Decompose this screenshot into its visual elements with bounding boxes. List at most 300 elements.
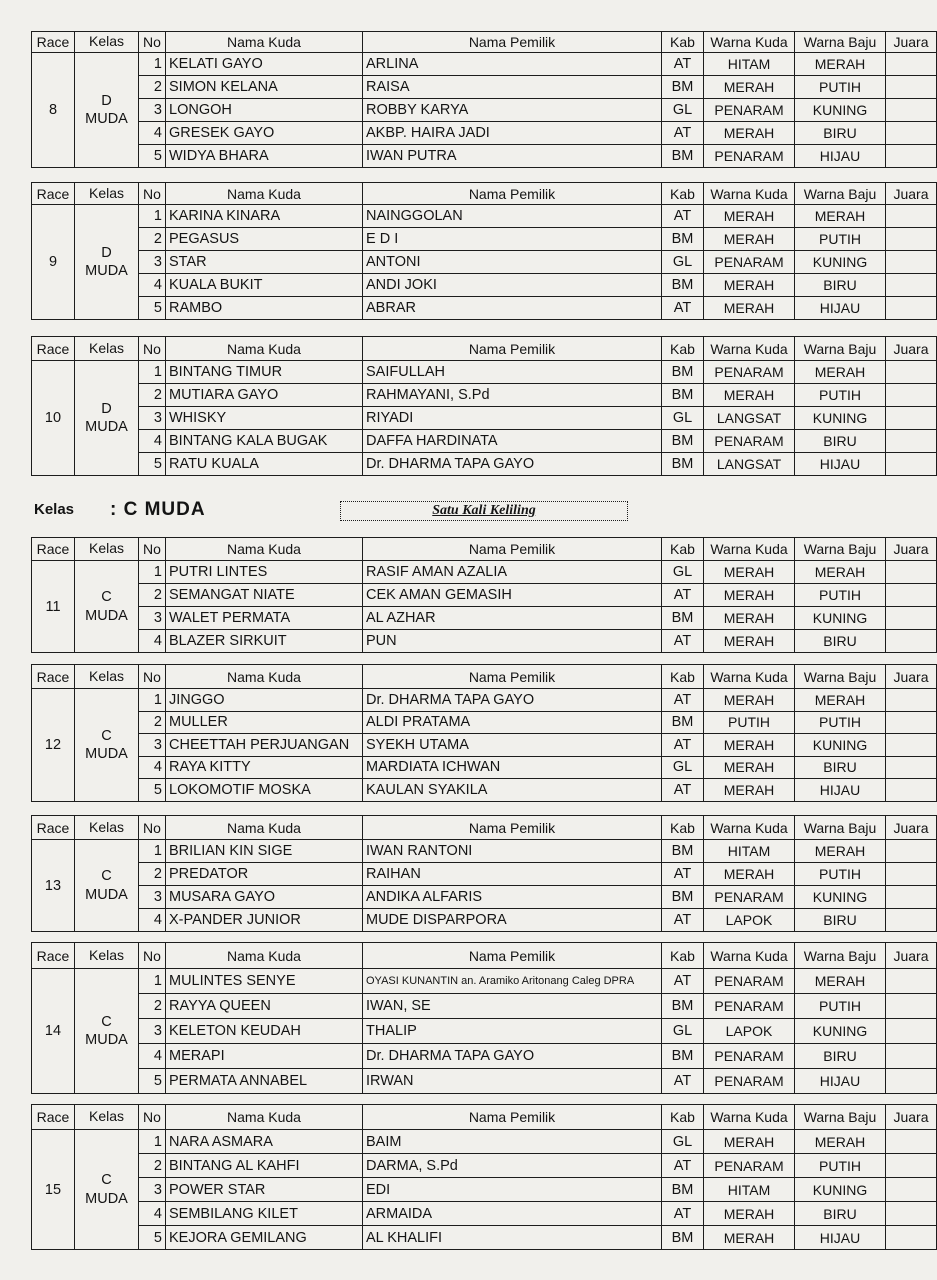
jersey-color: PUTIH: [795, 1154, 886, 1178]
table-row: [32, 1044, 937, 1069]
horse-color: PENARAM: [704, 430, 795, 453]
regency-code: BM: [662, 384, 704, 407]
regency-code: BM: [662, 840, 704, 863]
jersey-color: MERAH: [795, 840, 886, 863]
header-kelas: Kelas: [75, 32, 139, 53]
header-kab: Kab: [662, 538, 704, 561]
owner-name: RAHMAYANI, S.Pd: [363, 384, 662, 407]
result-cell: [886, 122, 937, 145]
table-row: [32, 734, 937, 757]
jersey-color: KUNING: [795, 1178, 886, 1202]
race-class-grade: C: [101, 1013, 112, 1030]
horse-color: LAPOK: [704, 1019, 795, 1044]
owner-name: KAULAN SYAKILA: [363, 779, 662, 802]
horse-color: MERAH: [704, 863, 795, 886]
horse-color: MERAH: [704, 205, 795, 228]
horse-name: KUALA BUKIT: [166, 274, 363, 297]
result-cell: [886, 779, 937, 802]
regency-code: GL: [662, 251, 704, 274]
race-class: [75, 689, 139, 802]
horse-name: RAMBO: [166, 297, 363, 320]
owner-name: MARDIATA ICHWAN: [363, 756, 662, 779]
owner-name: ANTONI: [363, 251, 662, 274]
race-table: [31, 537, 937, 653]
horse-name: PUTRI LINTES: [166, 561, 363, 584]
section-note: Satu Kali Keliling: [432, 503, 536, 518]
race-class-division: MUDA: [85, 111, 128, 127]
header-warna-kuda: Warna Kuda: [704, 538, 795, 561]
header-warna-baju: Warna Baju: [795, 337, 886, 361]
owner-name: ABRAR: [363, 297, 662, 320]
header-kelas: Kelas: [75, 665, 139, 689]
race-class: [75, 1130, 139, 1250]
entry-number: 5: [139, 145, 166, 168]
table-row: [32, 1226, 937, 1250]
horse-name: MUTIARA GAYO: [166, 384, 363, 407]
horse-name: NARA ASMARA: [166, 1130, 363, 1154]
table-row: [32, 407, 937, 430]
table-row: [32, 1178, 937, 1202]
result-cell: [886, 1202, 937, 1226]
entry-number: 1: [139, 361, 166, 384]
horse-name: BINTANG KALA BUGAK: [166, 430, 363, 453]
owner-name: DARMA, S.Pd: [363, 1154, 662, 1178]
header-nama-kuda: Nama Kuda: [166, 943, 363, 969]
horse-name: RATU KUALA: [166, 453, 363, 476]
result-cell: [886, 1069, 937, 1094]
race-table: [31, 182, 937, 320]
header-juara: Juara: [886, 1105, 937, 1130]
header-kab: Kab: [662, 183, 704, 205]
table-row: [32, 76, 937, 99]
table-row: [32, 1069, 937, 1094]
entry-number: 4: [139, 756, 166, 779]
race-class-grade: D: [101, 244, 112, 261]
horse-color: MERAH: [704, 274, 795, 297]
horse-color: MERAH: [704, 607, 795, 630]
header-nama-kuda: Nama Kuda: [166, 816, 363, 840]
header-warna-baju: Warna Baju: [795, 183, 886, 205]
table-row: [32, 994, 937, 1019]
entry-number: 2: [139, 863, 166, 886]
table-header-row: [32, 32, 937, 53]
regency-code: BM: [662, 1226, 704, 1250]
jersey-color: HIJAU: [795, 779, 886, 802]
race-class: [75, 53, 139, 168]
table-row: [32, 909, 937, 932]
header-race: Race: [32, 337, 75, 361]
header-no: No: [139, 337, 166, 361]
table-row: [32, 430, 937, 453]
owner-name: ROBBY KARYA: [363, 99, 662, 122]
horse-name: SIMON KELANA: [166, 76, 363, 99]
regency-code: AT: [662, 779, 704, 802]
race-table: [31, 942, 937, 1094]
regency-code: AT: [662, 1202, 704, 1226]
table-row: [32, 561, 937, 584]
header-warna-baju: Warna Baju: [795, 816, 886, 840]
regency-code: BM: [662, 76, 704, 99]
regency-code: AT: [662, 584, 704, 607]
horse-color: HITAM: [704, 53, 795, 76]
race-number: 9: [32, 205, 75, 320]
race-table: [31, 336, 937, 476]
jersey-color: PUTIH: [795, 584, 886, 607]
regency-code: AT: [662, 909, 704, 932]
table-row: [32, 840, 937, 863]
horse-name: WIDYA BHARA: [166, 145, 363, 168]
result-cell: [886, 407, 937, 430]
table-row: [32, 53, 937, 76]
entry-number: 3: [139, 251, 166, 274]
result-cell: [886, 584, 937, 607]
jersey-color: PUTIH: [795, 994, 886, 1019]
race-class-division: MUDA: [85, 419, 128, 435]
race-number: 8: [32, 53, 75, 168]
regency-code: AT: [662, 863, 704, 886]
header-warna-baju: Warna Baju: [795, 943, 886, 969]
header-nama-pemilik: Nama Pemilik: [363, 816, 662, 840]
entry-number: 4: [139, 909, 166, 932]
horse-color: MERAH: [704, 1202, 795, 1226]
result-cell: [886, 453, 937, 476]
race-class-grade: D: [101, 92, 112, 109]
race-class-grade: D: [101, 400, 112, 417]
race-class-grade: C: [101, 868, 112, 885]
owner-name: SYEKH UTAMA: [363, 734, 662, 757]
owner-name: OYASI KUNANTIN an. Aramiko Aritonang Caleg DPRA: [363, 969, 662, 994]
entry-number: 5: [139, 779, 166, 802]
jersey-color: MERAH: [795, 969, 886, 994]
header-nama-kuda: Nama Kuda: [166, 32, 363, 53]
race-table: [31, 31, 937, 168]
horse-name: KARINA KINARA: [166, 205, 363, 228]
horse-name: PREDATOR: [166, 863, 363, 886]
header-juara: Juara: [886, 538, 937, 561]
result-cell: [886, 384, 937, 407]
jersey-color: BIRU: [795, 909, 886, 932]
header-nama-kuda: Nama Kuda: [166, 538, 363, 561]
entry-number: 5: [139, 1226, 166, 1250]
header-no: No: [139, 183, 166, 205]
result-cell: [886, 297, 937, 320]
horse-color: PENARAM: [704, 1044, 795, 1069]
header-juara: Juara: [886, 816, 937, 840]
table-row: [32, 756, 937, 779]
horse-color: MERAH: [704, 756, 795, 779]
header-warna-kuda: Warna Kuda: [704, 665, 795, 689]
header-kelas: Kelas: [75, 337, 139, 361]
header-juara: Juara: [886, 943, 937, 969]
race-number: 10: [32, 361, 75, 476]
horse-color: PENARAM: [704, 1154, 795, 1178]
result-cell: [886, 251, 937, 274]
header-no: No: [139, 816, 166, 840]
class-section-header: [34, 497, 634, 525]
regency-code: AT: [662, 122, 704, 145]
result-cell: [886, 1178, 937, 1202]
owner-name: IWAN PUTRA: [363, 145, 662, 168]
result-cell: [886, 561, 937, 584]
owner-name: ARMAIDA: [363, 1202, 662, 1226]
owner-name: RASIF AMAN AZALIA: [363, 561, 662, 584]
header-kelas: Kelas: [75, 183, 139, 205]
horse-name: POWER STAR: [166, 1178, 363, 1202]
entry-number: 3: [139, 407, 166, 430]
regency-code: BM: [662, 1044, 704, 1069]
header-warna-kuda: Warna Kuda: [704, 183, 795, 205]
result-cell: [886, 145, 937, 168]
result-cell: [886, 76, 937, 99]
horse-name: MERAPI: [166, 1044, 363, 1069]
horse-color: MERAH: [704, 561, 795, 584]
horse-name: X-PANDER JUNIOR: [166, 909, 363, 932]
header-warna-baju: Warna Baju: [795, 665, 886, 689]
jersey-color: HIJAU: [795, 1226, 886, 1250]
table-row: [32, 251, 937, 274]
race-class: [75, 361, 139, 476]
table-row: [32, 274, 937, 297]
jersey-color: KUNING: [795, 251, 886, 274]
header-nama-pemilik: Nama Pemilik: [363, 943, 662, 969]
jersey-color: PUTIH: [795, 228, 886, 251]
jersey-color: HIJAU: [795, 453, 886, 476]
entry-number: 3: [139, 886, 166, 909]
owner-name: PUN: [363, 630, 662, 653]
regency-code: BM: [662, 228, 704, 251]
result-cell: [886, 994, 937, 1019]
horse-name: SEMANGAT NIATE: [166, 584, 363, 607]
regency-code: AT: [662, 53, 704, 76]
entry-number: 1: [139, 969, 166, 994]
race-class: [75, 561, 139, 653]
regency-code: BM: [662, 1178, 704, 1202]
table-row: [32, 1130, 937, 1154]
jersey-color: PUTIH: [795, 76, 886, 99]
owner-name: AL AZHAR: [363, 607, 662, 630]
horse-name: KELATI GAYO: [166, 53, 363, 76]
entry-number: 1: [139, 205, 166, 228]
horse-name: MULINTES SENYE: [166, 969, 363, 994]
jersey-color: BIRU: [795, 756, 886, 779]
entry-number: 4: [139, 1202, 166, 1226]
horse-color: MERAH: [704, 1130, 795, 1154]
result-cell: [886, 689, 937, 712]
race-table: [31, 815, 937, 932]
result-cell: [886, 228, 937, 251]
owner-name: ARLINA: [363, 53, 662, 76]
horse-name: GRESEK GAYO: [166, 122, 363, 145]
owner-name: MUDE DISPARPORA: [363, 909, 662, 932]
horse-color: MERAH: [704, 689, 795, 712]
regency-code: BM: [662, 994, 704, 1019]
entry-number: 1: [139, 1130, 166, 1154]
regency-code: AT: [662, 630, 704, 653]
header-no: No: [139, 665, 166, 689]
horse-color: MERAH: [704, 297, 795, 320]
owner-name: Dr. DHARMA TAPA GAYO: [363, 1044, 662, 1069]
table-header-row: [32, 665, 937, 689]
horse-color: MERAH: [704, 584, 795, 607]
header-warna-baju: Warna Baju: [795, 32, 886, 53]
result-cell: [886, 863, 937, 886]
result-cell: [886, 53, 937, 76]
entry-number: 1: [139, 840, 166, 863]
owner-name: E D I: [363, 228, 662, 251]
regency-code: AT: [662, 1069, 704, 1094]
section-note-box: [340, 501, 628, 521]
header-kelas: Kelas: [75, 538, 139, 561]
table-row: [32, 361, 937, 384]
header-nama-pemilik: Nama Pemilik: [363, 665, 662, 689]
table-row: [32, 228, 937, 251]
table-row: [32, 1019, 937, 1044]
header-kab: Kab: [662, 32, 704, 53]
table-header-row: [32, 183, 937, 205]
jersey-color: MERAH: [795, 561, 886, 584]
entry-number: 2: [139, 1154, 166, 1178]
entry-number: 3: [139, 734, 166, 757]
race-class-division: MUDA: [85, 263, 128, 279]
header-no: No: [139, 538, 166, 561]
table-row: [32, 384, 937, 407]
table-row: [32, 863, 937, 886]
jersey-color: KUNING: [795, 734, 886, 757]
regency-code: BM: [662, 453, 704, 476]
horse-color: PENARAM: [704, 361, 795, 384]
table-row: [32, 584, 937, 607]
regency-code: GL: [662, 407, 704, 430]
entry-number: 1: [139, 561, 166, 584]
race-class-division: MUDA: [85, 607, 128, 624]
result-cell: [886, 99, 937, 122]
horse-name: BINTANG TIMUR: [166, 361, 363, 384]
result-cell: [886, 1154, 937, 1178]
owner-name: IWAN RANTONI: [363, 840, 662, 863]
result-cell: [886, 430, 937, 453]
header-warna-kuda: Warna Kuda: [704, 32, 795, 53]
header-juara: Juara: [886, 183, 937, 205]
jersey-color: MERAH: [795, 205, 886, 228]
horse-name: PERMATA ANNABEL: [166, 1069, 363, 1094]
race-class-division: MUDA: [85, 1190, 128, 1207]
header-kab: Kab: [662, 816, 704, 840]
regency-code: AT: [662, 297, 704, 320]
owner-name: IRWAN: [363, 1069, 662, 1094]
horse-color: PENARAM: [704, 99, 795, 122]
race-class-division: MUDA: [85, 745, 128, 762]
owner-name: ALDI PRATAMA: [363, 711, 662, 734]
horse-color: PENARAM: [704, 994, 795, 1019]
owner-name: Dr. DHARMA TAPA GAYO: [363, 453, 662, 476]
regency-code: BM: [662, 711, 704, 734]
regency-code: GL: [662, 1130, 704, 1154]
table-row: [32, 1154, 937, 1178]
entry-number: 1: [139, 689, 166, 712]
header-kab: Kab: [662, 1105, 704, 1130]
header-nama-pemilik: Nama Pemilik: [363, 183, 662, 205]
race-class-grade: C: [101, 727, 112, 744]
entry-number: 4: [139, 274, 166, 297]
entry-number: 3: [139, 607, 166, 630]
regency-code: GL: [662, 561, 704, 584]
entry-number: 5: [139, 297, 166, 320]
table-row: [32, 711, 937, 734]
horse-color: MERAH: [704, 384, 795, 407]
header-kab: Kab: [662, 665, 704, 689]
regency-code: GL: [662, 756, 704, 779]
horse-name: WHISKY: [166, 407, 363, 430]
table-header-row: [32, 1105, 937, 1130]
section-label: Kelas: [34, 501, 75, 518]
race-class-division: MUDA: [85, 886, 128, 903]
table-row: [32, 99, 937, 122]
race-number: 15: [32, 1130, 75, 1250]
section-class-value: : C MUDA: [110, 499, 206, 520]
race-number: 14: [32, 969, 75, 1094]
result-cell: [886, 1019, 937, 1044]
header-warna-baju: Warna Baju: [795, 1105, 886, 1130]
horse-name: CHEETTAH PERJUANGAN: [166, 734, 363, 757]
entry-number: 1: [139, 53, 166, 76]
horse-color: MERAH: [704, 779, 795, 802]
header-nama-kuda: Nama Kuda: [166, 183, 363, 205]
owner-name: RIYADI: [363, 407, 662, 430]
horse-color: LAPOK: [704, 909, 795, 932]
jersey-color: HIJAU: [795, 145, 886, 168]
entry-number: 4: [139, 430, 166, 453]
horse-name: MULLER: [166, 711, 363, 734]
horse-color: MERAH: [704, 734, 795, 757]
table-row: [32, 297, 937, 320]
race-number: 11: [32, 561, 75, 653]
entry-number: 4: [139, 630, 166, 653]
horse-name: KEJORA GEMILANG: [166, 1226, 363, 1250]
header-race: Race: [32, 183, 75, 205]
result-cell: [886, 756, 937, 779]
horse-name: STAR: [166, 251, 363, 274]
horse-name: BRILIAN KIN SIGE: [166, 840, 363, 863]
header-nama-kuda: Nama Kuda: [166, 337, 363, 361]
header-race: Race: [32, 1105, 75, 1130]
race-class: [75, 205, 139, 320]
header-nama-pemilik: Nama Pemilik: [363, 538, 662, 561]
entry-number: 2: [139, 228, 166, 251]
regency-code: BM: [662, 607, 704, 630]
horse-color: MERAH: [704, 228, 795, 251]
header-race: Race: [32, 665, 75, 689]
regency-code: BM: [662, 430, 704, 453]
owner-name: AL KHALIFI: [363, 1226, 662, 1250]
header-nama-pemilik: Nama Pemilik: [363, 1105, 662, 1130]
entry-number: 4: [139, 122, 166, 145]
horse-name: BINTANG AL KAHFI: [166, 1154, 363, 1178]
race-number: 13: [32, 840, 75, 932]
result-cell: [886, 734, 937, 757]
result-cell: [886, 909, 937, 932]
regency-code: AT: [662, 689, 704, 712]
jersey-color: MERAH: [795, 689, 886, 712]
header-race: Race: [32, 816, 75, 840]
result-cell: [886, 969, 937, 994]
owner-name: DAFFA HARDINATA: [363, 430, 662, 453]
header-no: No: [139, 32, 166, 53]
result-cell: [886, 840, 937, 863]
entry-number: 2: [139, 711, 166, 734]
header-kab: Kab: [662, 337, 704, 361]
table-row: [32, 205, 937, 228]
horse-color: HITAM: [704, 1178, 795, 1202]
